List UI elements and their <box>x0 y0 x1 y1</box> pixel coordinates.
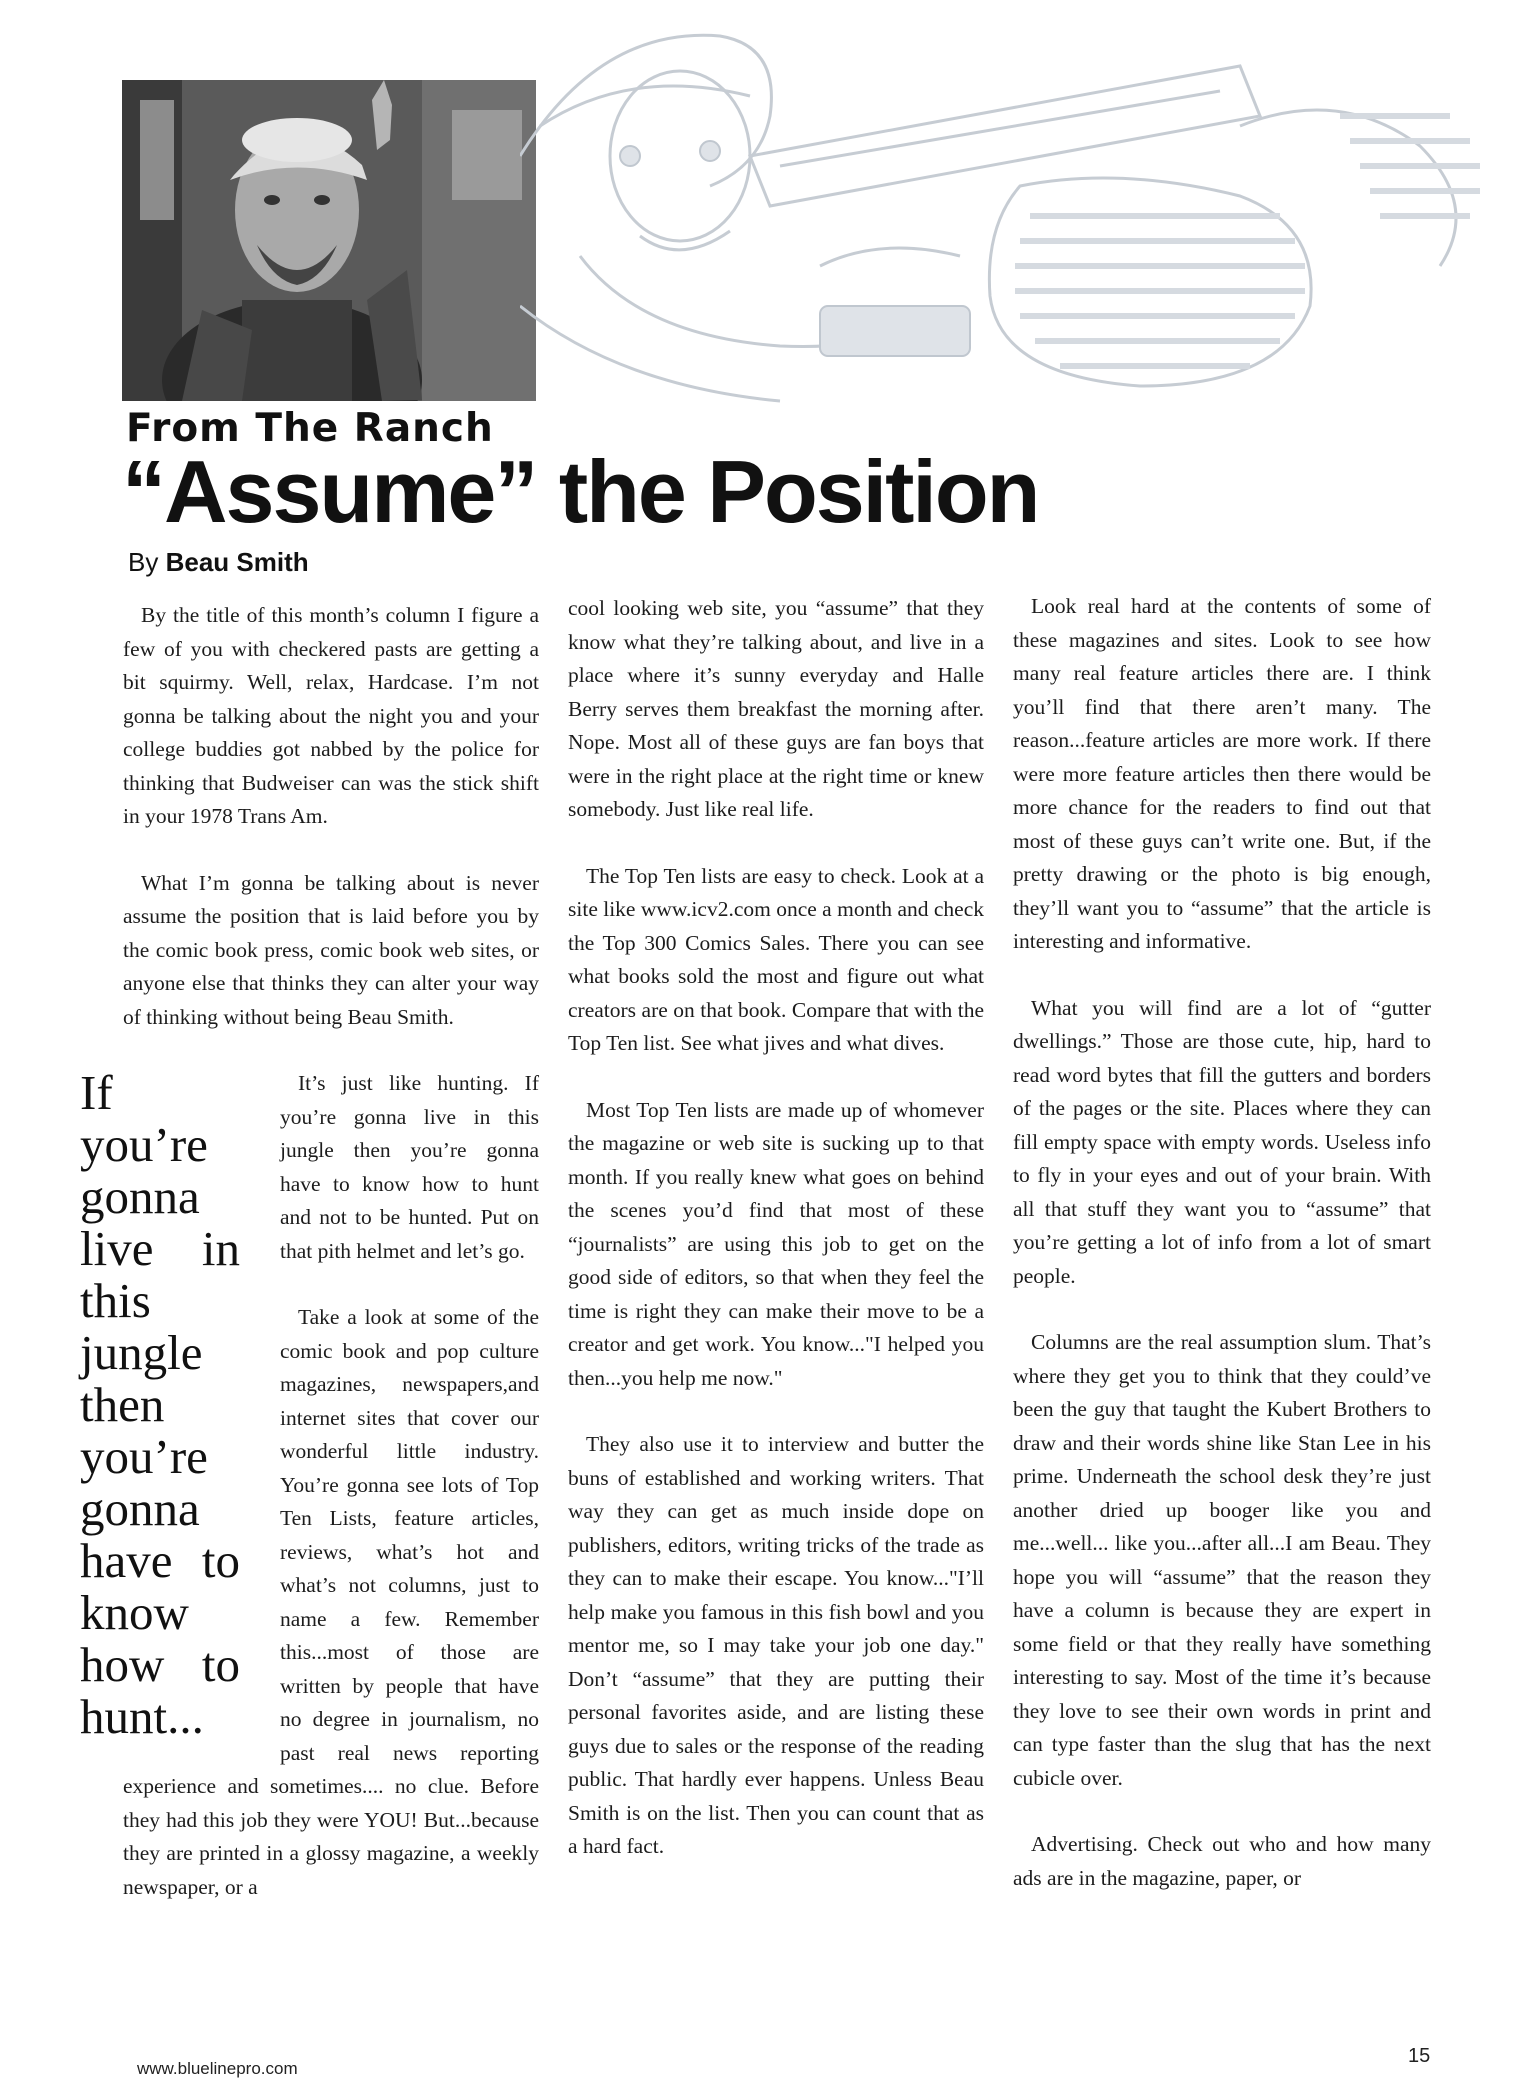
paragraph: The Top Ten lists are easy to check. Look at a site like www.icv2.com once a month and check the Top 300 Comics Sales. There you can see what books sold the most and figure out what creators are on that book. Compare that with the Top Ten list. See what jives and what dives. <box>568 863 984 1055</box>
paragraph: Columns are the real assumption slum. That’s where they get you to think that they could’ve been the guy that taught the Kubert Brothers to draw and their words shine like Stan Lee in his prime. Underneath the school desk they’re just another dried up booger like you and me...well... like you...after all...I am Beau. They hope you will “assume” that the reason they have a column is because they are expert in some field or that they really have something interesting to say. Most of the time it’s because they love to see their own words in print and can type faster than the slug that has the next cubicle over. <box>1013 1330 1431 1790</box>
paragraph: It’s just like hunting. If you’re gonna live in this jungle then you’re gonna have to know how to hunt and not to be hunted. Put on that pith helmet and let’s go. <box>280 1071 539 1263</box>
byline-author: Beau Smith <box>165 547 309 577</box>
paragraph: cool looking web site, you “assume” that they know what they’re talking about, and live in a place where it’s sunny everyday and Halle Berry serves them breakfast the morning after. Nope. Most all of these guys are fan boys that were in the right place at the right time or knew somebody. Just like real life. <box>568 596 984 821</box>
header-illustration <box>520 6 1520 411</box>
paragraph: Most Top Ten lists are made up of whomever the magazine or web site is sucking up to that month. If you really knew what goes on behind the scenes you’d find that most of these “journalists” are using this job to get on the good side of editors, so that when they feel the time is right they can make their move to be a creator and get work. You know..."I helped you then...you help me now." <box>568 1097 984 1390</box>
paragraph: By the title of this month’s column I figure a few of you with checkered pasts are getting a bit squirmy. Well, relax, Hardcase. I’m not gonna be talking about the night you and your college buddies got nabbed by the police for thinking that Budweiser can was the stick shift in your 1978 Trans Am. <box>123 603 539 828</box>
byline-prefix: By <box>128 547 159 577</box>
paragraph: What I’m gonna be talking about is never assume the position that is laid before you by the comic book press, comic book web sites, or anyone else that thinks they can alter your way of thinking without being Beau Smith. <box>123 870 539 1029</box>
pull-quote: If you’re gonna live in this jungle then you’re gonna have to know how to hunt... <box>80 1065 240 1744</box>
article-column-3 <box>1013 590 1431 1895</box>
byline <box>128 547 309 578</box>
paragraph: Look real hard at the contents of some of these magazines and sites. Look to see how many real feature articles there are. I think you’ll find that there aren’t many. The reason...feature articles are more work. If there were more feature articles then there would be more chance for the readers to find out that most of these guys can’t write one. But, if the pretty drawing or the photo is big enough, they’ll want you to “assume” that the article is interesting and informative. <box>1013 594 1431 953</box>
cowboy-with-shotgun-illustration <box>520 6 1520 411</box>
paragraph: They also use it to interview and butter the buns of established and working writers. That way they can get as much inside dope on publishers, editors, writing tricks of the trade as they can to make their escape. You know..."I’ll help make you famous in this fish bowl and you mentor me, so I may take your job one day." Don’t “assume” that they are putting their personal favorites aside, and are listing these guys due to sales or the response of the reading public. That hardly ever happens. Unless Beau Smith is on the list. Then you can count that as a hard fact. <box>568 1432 984 1858</box>
footer-url: www.bluelinepro.com <box>137 2059 298 2078</box>
column-name: From The Ranch <box>126 406 494 451</box>
paragraph: What you will find are a lot of “gutter dwellings.” Those are those cute, hip, hard to read word bytes that fill the gutters and borders of the pages or the site. Places where they can fill empty space with empty words. Useless info to fly in your eyes and out of your brain. With all that stuff they want you to “assume” that you’re getting a lot of info from a lot of smart people. <box>1013 995 1431 1288</box>
author-photo <box>122 80 536 401</box>
paragraph: Advertising. Check out who and how many ads are in the magazine, paper, or <box>1013 1832 1431 1890</box>
author-photo-drawing <box>122 80 536 401</box>
article-column-1 <box>80 599 539 1904</box>
page-title: “Assume” the Position <box>122 442 1039 541</box>
paragraph: Take a look at some of the comic book and pop culture magazines, newspapers,and internet sites that cover our wonderful little industry. You’re gonna see lots of Top Ten Lists, feature articles, reviews, what’s hot and what’s not columns, just to name a few. Remember this...most of those are written by people that have no degree in journalism, no past real news reporting experience and sometimes.... no clue. Before they had this job they were YOU! But...because they are printed in a glossy magazine, a weekly newspaper, or a <box>123 1305 539 1899</box>
page-number: 15 <box>1408 2045 1431 2067</box>
pull-quote-wrap <box>80 1065 539 1904</box>
article-column-2 <box>568 592 984 1864</box>
